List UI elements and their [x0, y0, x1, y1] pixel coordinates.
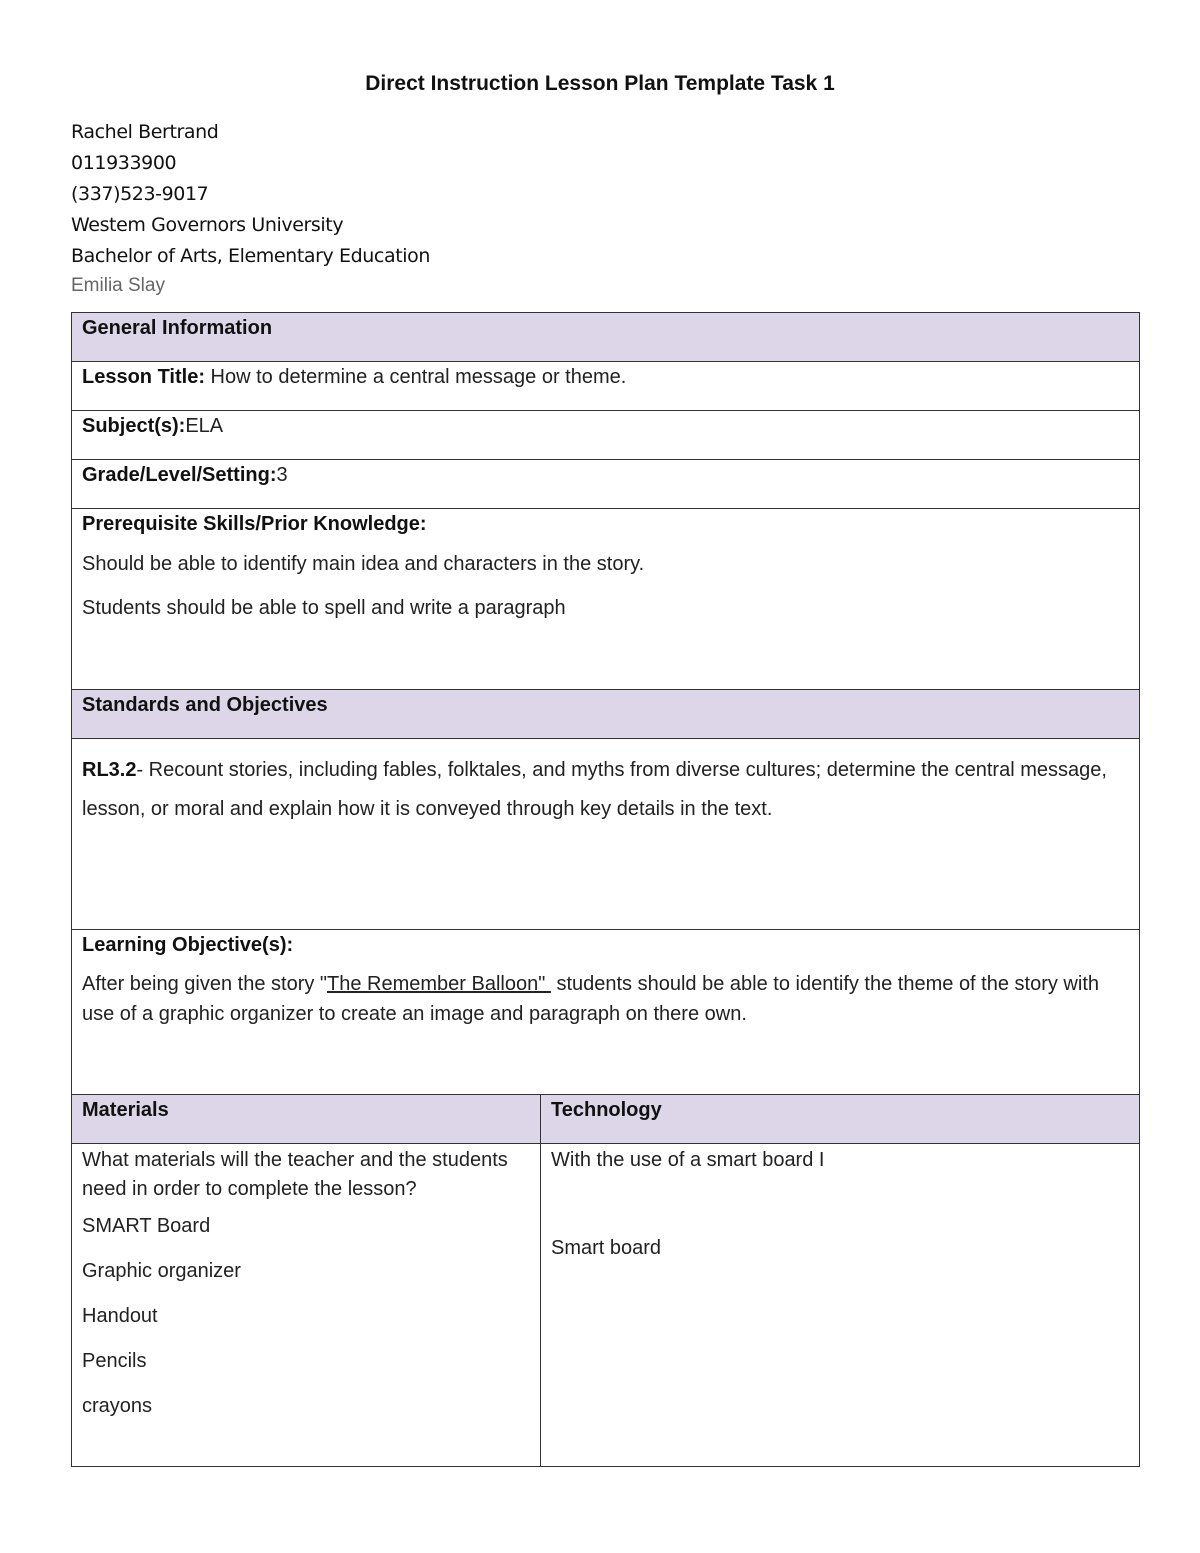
section-heading-technology: Technology: [551, 1099, 662, 1121]
objective-pre: After being given the story ": [82, 973, 328, 995]
prereq-cell: [72, 509, 1140, 690]
story-title: The Remember Balloon": [327, 973, 551, 995]
lesson-title-value: How to determine a central message or theme.: [205, 366, 627, 388]
phone-number: (337)523-9017: [71, 183, 209, 205]
subjects-cell: [72, 411, 1140, 460]
technology-line-1: With the use of a smart board I: [551, 1149, 825, 1171]
section-heading-materials: Materials: [82, 1099, 169, 1121]
prereq-row: [72, 509, 1140, 690]
standard-code: RL3.2: [82, 759, 137, 781]
objective-row: [72, 930, 1140, 1095]
lesson-plan-table: [71, 312, 1140, 1467]
lesson-title-cell: [72, 362, 1140, 411]
materials-header: [72, 1095, 541, 1144]
technology-header: [541, 1095, 1140, 1144]
section-header: [72, 690, 1140, 739]
materials-cell: [72, 1144, 541, 1467]
grade-row: [72, 460, 1140, 509]
objective-cell: [72, 930, 1140, 1095]
subjects-row: [72, 411, 1140, 460]
grade-value: 3: [276, 464, 288, 486]
student-id: 011933900: [71, 152, 177, 174]
author-name: Rachel Bertrand: [71, 121, 219, 143]
lesson-title-label: Lesson Title:: [82, 366, 205, 388]
author-info: [71, 117, 430, 299]
prereq-line: Should be able to identify main idea and characters in the story.: [82, 553, 645, 575]
material-item: Pencils: [82, 1350, 147, 1372]
document-title: Direct Instruction Lesson Plan Template Task 1: [365, 72, 835, 95]
prereq-line: Students should be able to spell and write a paragraph: [82, 597, 566, 619]
standards-row: [72, 739, 1140, 930]
objective-label: Learning Objective(s):: [82, 934, 294, 956]
section-header: [72, 313, 1140, 362]
degree-program: Bachelor of Arts, Elementary Education: [71, 245, 430, 267]
standard-text: - Recount stories, including fables, folktales, and myths from diverse cultures; determine the central message, lesson, or moral and explain how it is conveyed through key details in the text.: [82, 759, 1107, 820]
objective-post: students should be able to identify the theme of the story with use of a graphic organizer to create an image and paragraph on there own.: [82, 973, 1099, 1025]
materials-tech-row: [72, 1144, 1140, 1467]
material-item: SMART Board: [82, 1215, 211, 1237]
standards-header-row: [72, 690, 1140, 739]
technology-cell: [541, 1144, 1140, 1467]
prereq-label: Prerequisite Skills/Prior Knowledge:: [82, 513, 427, 535]
section-heading-standards: Standards and Objectives: [82, 694, 328, 716]
standards-cell: [72, 739, 1140, 930]
subjects-label: Subject(s):: [82, 415, 186, 437]
material-item: Handout: [82, 1305, 158, 1327]
material-item: crayons: [82, 1395, 153, 1417]
grade-cell: [72, 460, 1140, 509]
subjects-value: ELA: [185, 415, 224, 437]
lesson-title-row: [72, 362, 1140, 411]
grade-label: Grade/Level/Setting:: [82, 464, 277, 486]
mentor-name: Emilia Slay: [71, 275, 165, 296]
university-name: Westem Governors University: [71, 214, 344, 236]
section-heading-general: General Information: [82, 317, 273, 339]
general-info-header-row: [72, 313, 1140, 362]
technology-line-2: Smart board: [551, 1237, 662, 1259]
materials-tech-header-row: [72, 1095, 1140, 1144]
objective-text: [82, 969, 1129, 1029]
material-item: Graphic organizer: [82, 1260, 241, 1282]
materials-prompt: What materials will the teacher and the students need in order to complete the lesson?: [82, 1149, 508, 1200]
